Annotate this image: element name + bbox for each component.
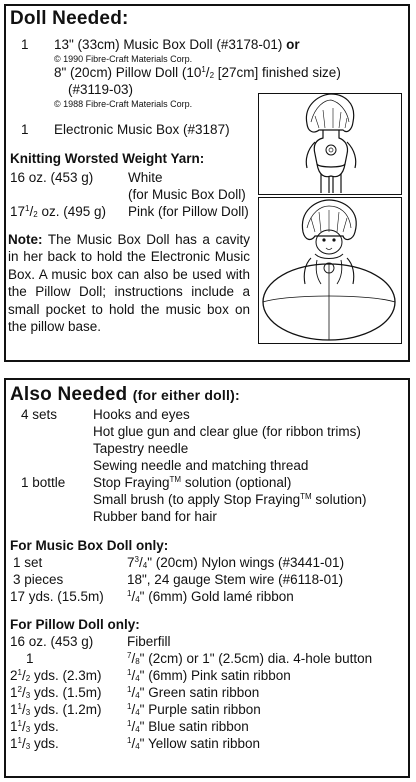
yarn-note: (for Music Box Doll) xyxy=(128,187,246,202)
yarn-qty: 16 oz. (453 g) xyxy=(10,170,94,185)
pillow-heading: For Pillow Doll only: xyxy=(10,617,140,632)
list-item-qty: 17 yds. (15.5m) xyxy=(10,589,104,604)
list-item-qty: 16 oz. (453 g) xyxy=(10,634,94,649)
list-item-qty: $1^1/_3$ yds. xyxy=(10,736,59,751)
music-box-line: Electronic Music Box (#3187) xyxy=(54,122,230,137)
list-item: Rubber band for hair xyxy=(93,509,217,524)
item-qty: 1 xyxy=(21,122,29,137)
list-item: Hot glue gun and clear glue (for ribbon trims) xyxy=(93,424,361,439)
music-box-doll-illustration xyxy=(258,93,402,195)
yarn-color: White xyxy=(128,170,163,185)
copyright-line: © 1990 Fibre-Craft Materials Corp. xyxy=(54,54,193,64)
music-box-doll-line: 13" (33cm) Music Box Doll (#3178-01) or xyxy=(54,37,300,52)
yarn-qty: $17^1/_2$ oz. (495 g) xyxy=(10,204,106,219)
list-item-qty: 1 bottle xyxy=(21,475,66,490)
list-item: Sewing needle and matching thread xyxy=(93,458,309,473)
list-item-qty: 1 set xyxy=(13,555,43,570)
list-item: $^1/_4$" (6mm) Pink satin ribbon xyxy=(127,668,291,683)
item-qty: 1 xyxy=(21,37,29,52)
also-needed-heading: Also Needed (for either doll): xyxy=(10,384,240,405)
list-item: 18", 24 gauge Stem wire (#6118-01) xyxy=(127,572,344,587)
music-box-heading: For Music Box Doll only: xyxy=(10,538,169,553)
list-item: $^1/_4$" (6mm) Gold lamé ribbon xyxy=(127,589,294,604)
list-item: Stop Fraying™ solution (optional) xyxy=(93,475,292,490)
list-item-qty: $1^1/_3$ yds. (1.2m) xyxy=(10,702,102,717)
list-item: Fiberfill xyxy=(127,634,171,649)
list-item-qty: $1^2/_3$ yds. (1.5m) xyxy=(10,685,102,700)
list-item-qty: 3 pieces xyxy=(13,572,64,587)
list-item-qty: 1 xyxy=(26,651,34,666)
pillow-doll-illustration xyxy=(258,197,402,344)
list-item: $^1/_4$" Green satin ribbon xyxy=(127,685,260,700)
list-item: Hooks and eyes xyxy=(93,407,190,422)
list-item: $7^3/_4$" (20cm) Nylon wings (#3441-01) xyxy=(127,555,345,570)
list-item-qty: $2^1/_2$ yds. (2.3m) xyxy=(10,668,102,683)
yarn-heading: Knitting Worsted Weight Yarn: xyxy=(10,151,205,166)
list-item: $^1/_4$" Yellow satin ribbon xyxy=(127,736,261,751)
list-item: $^1/_4$" Blue satin ribbon xyxy=(127,719,249,734)
pillow-doll-code: (#3119-03) xyxy=(68,82,134,97)
pillow-doll-line: 8" (20cm) Pillow Doll ($10^1/_2$ [27cm] finished size) xyxy=(54,65,341,80)
note-paragraph: Note: The Music Box Doll has a cavity in her back to hold the Electronic Music Box. A music box can also be used with the Pillow Doll; instructions include a small pocket to hold the music box on the pillow base. xyxy=(8,232,250,335)
list-item: $^7/_8$" (2cm) or 1" (2.5cm) dia. 4-hole button xyxy=(127,651,373,666)
list-item: $^1/_4$" Purple satin ribbon xyxy=(127,702,261,717)
list-item-qty: 4 sets xyxy=(21,407,58,422)
list-item: Small brush (to apply Stop Fraying™ solution) xyxy=(93,492,367,507)
list-item: Tapestry needle xyxy=(93,441,189,456)
doll-needed-heading: Doll Needed: xyxy=(10,8,129,29)
copyright-line: © 1988 Fibre-Craft Materials Corp. xyxy=(54,99,193,109)
list-item-qty: $1^1/_3$ yds. xyxy=(10,719,59,734)
yarn-color: Pink (for Pillow Doll) xyxy=(128,204,249,219)
